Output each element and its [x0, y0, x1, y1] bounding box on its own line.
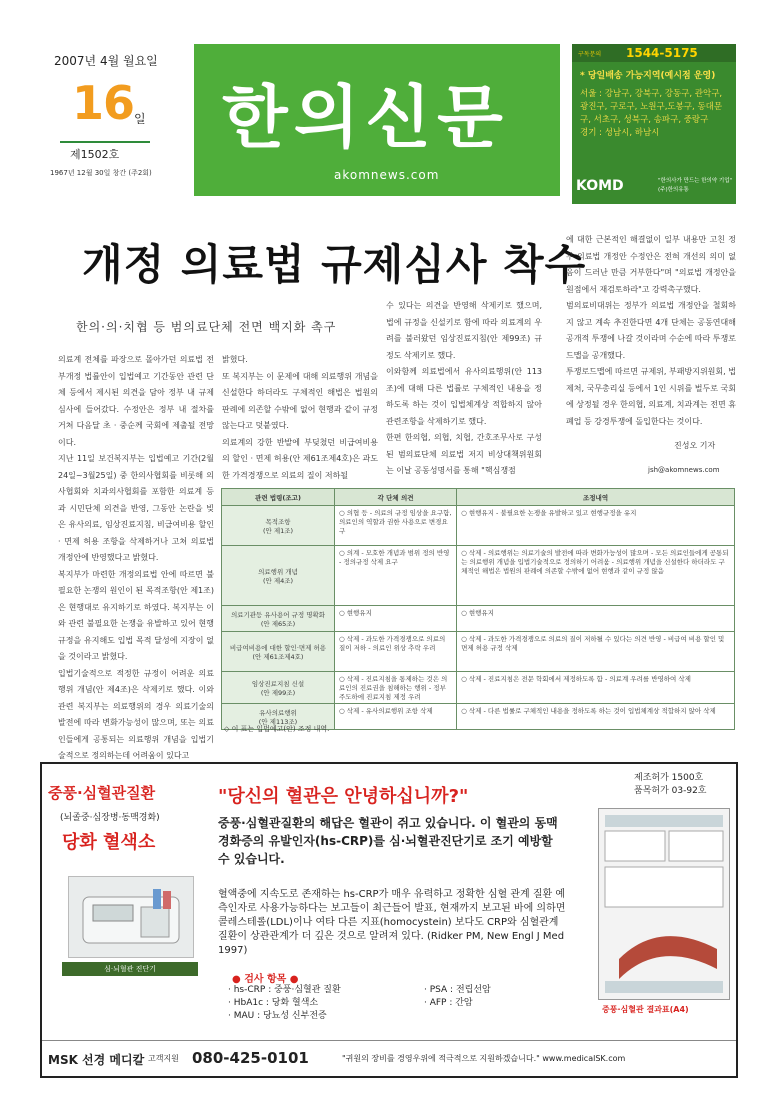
table-cell: ○ 삭제 - 유사의료행위 조항 삭제	[335, 704, 457, 730]
ad-left-subtitle: (뇌졸중·심장병·동맥경화)	[60, 813, 160, 823]
table-row	[222, 546, 735, 606]
ad-items-right	[424, 984, 574, 1010]
delivery-heading: * 당일배송 가능지역(예시점 운영)	[580, 71, 716, 81]
reporter-email[interactable]: jsh@akomnews.com	[648, 466, 720, 474]
table-cell: ○ 삭제 - 과도한 가격경쟁으로 의료의 질이 저하될 수 있다는 의견 반영 - 비급여 비용 할인 및 면제 허용 규정 삭제	[457, 632, 735, 672]
table-cell: ○ 현행유지	[457, 606, 735, 632]
device-caption: 심·뇌혈관 진단기	[62, 962, 198, 976]
table-row	[222, 606, 735, 632]
amendment-table	[221, 488, 735, 730]
article-subhead: 한의·의·치협 등 범의료단체 전면 백지화 촉구	[76, 320, 337, 334]
table-cell: ○ 삭제 - 다른 법률로 구체적인 내용을 정하도록 하는 것이 입법체계상 적합하지 않아 삭제	[457, 704, 735, 730]
list-item: · hs-CRP : 중풍·심혈관 질환	[228, 985, 341, 995]
paper-url[interactable]: akomnews.com	[334, 168, 440, 182]
article-headline: 개정 의료법 규제심사 착수	[82, 240, 587, 289]
ad-intro: 중풍·심혈관질환의 해답은 혈관이 쥐고 있습니다. 이 혈관의 동맥경화증의 유발인자(hs-CRP)를 심·뇌혈관진단기로 조기 예방할 수 있습니다.	[218, 816, 558, 866]
analyzer-icon	[69, 877, 193, 957]
company-tagline[interactable]: "귀원의 장비를 경영우위에 적극적으로 지원하겠습니다." www.medicalSK.com	[342, 1054, 626, 1063]
table-cell: 비급여비용에 대한 할인·면제 허용 (안 제61조제4호)	[222, 632, 335, 672]
device-image	[68, 876, 194, 958]
table-header-row	[222, 489, 735, 506]
paper-title: 한의신문	[222, 78, 509, 158]
list-item: · AFP : 간암	[424, 998, 473, 1008]
article-column-3: 수 있다는 의견을 반영해 삭제키로 했으며, 법에 규정을 신설키로 함에 따라 의료계의 우려를 불러왔던 임상진료지침(안 제99조) 규정도 삭제키로 했다. 이와함께 의료법에서 유사의료행위(안 113조)에 대해 다른 법률로 구체적인 내용을 정하도록 하는 것이 입법체계상 적합하지 않아 관련조항을 삭제하기로 했다. 한편 한의협, 의협, 치협, 간호조무사로 구성된 범의료단체 의료법 저지 비상대책위원회는 이날 공동성명서를 통해 "핵심쟁점	[386, 301, 542, 475]
table-row	[222, 632, 735, 672]
table-row	[222, 506, 735, 546]
table-header: 조정내역	[457, 489, 735, 506]
issue-number: 제1502호	[70, 148, 120, 161]
table-cell: 의료행위 개념 (안 제4조)	[222, 546, 335, 606]
report-sample	[598, 808, 730, 1000]
delivery-gyeonggi: 경기 : 성남시, 하남시	[580, 128, 660, 138]
ad-items-left	[228, 984, 398, 1023]
ad-footer	[42, 1040, 736, 1075]
ad-left-title: 중풍·심혈관질환	[48, 784, 156, 802]
table-cell: ○ 현행유지	[335, 606, 457, 632]
table-cell: 의료기관등 유사용어 규정 명확화 (안 제65조)	[222, 606, 335, 632]
report-sheet-icon	[599, 809, 729, 999]
delivery-areas	[580, 88, 732, 140]
delivery-ad	[572, 44, 736, 204]
masthead	[42, 44, 560, 196]
delivery-ad-topbar	[572, 44, 736, 62]
table-note: ◇ 이 표는 입법예고(안) 조정 내역.	[224, 725, 330, 733]
approval-numbers: 제조허가 1500호 품목허가 03-92호	[634, 773, 707, 796]
ad-slogan: "당신의 혈관은 안녕하십니까?"	[218, 786, 469, 807]
article-column-1: 의료계 전체를 파장으로 몰아가던 의료법 전부개정 법률안이 입법예고 기간동안 관련 단체 등에서 제시된 의견을 담아 정부 내 규제심사에 들어갔다. 수정안은 정부 내 절차를 거쳐 다음달 초 · 중순께 국회에 제출될 전망이다. 지난 11일 보건복지부는 입법예고 기간(2월24일~3월25일) 중 한의사협회를 비롯해 의사협회와 치과의사협회를 포함한 의료계 등과 시민단체 의견을 반영, 그동안 논란을 빚은 유사의료, 임상진료지침, 비급여비용 할인 · 면제 허용 조항을 삭제하거나 고쳐 의료법 개정안에 반영했다고 밝혔다. 복지부가 마련한 개정의료법 안에 따르면 불필요한 논쟁의 원인이 된 목적조항(안 제1조)은 현행대로 유지하기로 하였다. 복지부는 이와 관련 불필요한 논쟁을 유발하고 있어 현행규정을 유지해도 입법 목적 달성에 지장이 없을 것이라고 밝혔다. 입법기술적으로 적정한 규정이 어려운 의료행위 개념(안 제4조)은 삭제키로 했다. 이와관련 복지부는 의료행위의 경우 의료기술의 발전에 따라 변화가능성이 많으며, 또는 의료인들에게 공통되는 의료행위 개념을 입법기술적으로 정의하는데 어려움이 있다고	[58, 355, 214, 760]
article-column-2: 밝혔다. 또 복지부는 이 문제에 대해 의료행위 개념을 신설한다 하더라도 구체적인 해법은 법원의 판례에 의존할 수밖에 없어 현행과 같이 규정않는다고 덧붙였다. 의료계의 강한 반발에 부딪쳤던 비급여비용의 할인 · 면제 허용(안 제61조제4호)은 과도한 가격경쟁으로 의료의 질이 저하될	[222, 355, 378, 480]
support-label: 고객지원	[148, 1054, 179, 1063]
date-divider	[60, 141, 150, 143]
table-cell: 임상진료지침 신설 (안 제99조)	[222, 672, 335, 704]
issue-day: 16	[72, 76, 135, 130]
reporter-name: 진성오 기자	[674, 441, 716, 450]
advertisement[interactable]	[40, 762, 738, 1078]
table-row	[222, 672, 735, 704]
table-cell: ○ 현행유지 - 불필요한 논쟁을 유발하고 있고 현행규정을 유지	[457, 506, 735, 546]
table-cell: ○ 삭제 - 진료지침은 전문 학회에서 제정하도록 함 - 의료계 우려를 반영하여 삭제	[457, 672, 735, 704]
report-caption: 중풍·심혈관 결과표(A4)	[602, 1005, 689, 1014]
company-logo: MSK 선경 메디칼	[48, 1053, 145, 1067]
table-header: 관련 법령(조고)	[222, 489, 335, 506]
table-cell: ○ 의협 등 - 의료의 규정 임상을 요구함, 의료인의 역할과 권한 사용으로 변경요구	[335, 506, 457, 546]
title-block	[194, 44, 560, 196]
table-cell: ○ 삭제 - 의료행위는 의료기술의 발전에 따라 변화가능성이 많으며 - 모든 의료인들에게 공통되는 의료행위 개념을 입법기술적으로 정의하기 어려움 - 의료행위 개념을 신설한다 하더라도 구체적인 해법은 법원의 판례에 의존할 수밖에 없어 현행과 같이 규정 않음	[457, 546, 735, 606]
ad-items-title: ● 검사 항목 ●	[232, 974, 299, 985]
ad-body: 혈액중에 지속도로 존재하는 hs-CRP가 매우 유력하고 정확한 심혈 관계 질환 예측인자로 사용가능하다는 보고들이 최근들어 발표, 현재까지 보고된 바에 의하면 콜레스테롤(LDL)이나 여타 다른 지표(homocystein) 보다도 CRP와 심혈관계 질환이 상관관계가 더 깊은 것으로 알려져 있다. (Ridker PM, New Engl J Med 1997)	[218, 889, 566, 956]
komd-slogan: "한의사가 만드는 한의약 기업" (주)한의유통	[658, 178, 733, 193]
list-item: · PSA : 전립선암	[424, 985, 491, 995]
komd-logo: KOMD	[576, 178, 624, 194]
table-header: 각 단체 의견	[335, 489, 457, 506]
issue-day-unit: 일	[134, 112, 146, 126]
delivery-seoul: 서울 : 강남구, 강북구, 강동구, 관악구, 광진구, 구로구, 노원구,도봉구, 동대문구, 서초구, 성북구, 송파구, 중랑구	[580, 89, 723, 125]
subscription-phone: 1544-5175	[626, 46, 698, 60]
table-cell: ○ 의계 - 모호한 개념과 범위 정의 반영 - 정의규정 삭제 요구	[335, 546, 457, 606]
founded-line: 1967년 12월 30일 창간 (주2회)	[50, 169, 152, 177]
list-item: · MAU : 당뇨성 신부전증	[228, 1011, 327, 1021]
table-cell: 목적조항 (안 제1조)	[222, 506, 335, 546]
date-box	[42, 44, 162, 194]
table-cell: 유사의료행위 (안 제113조)	[222, 704, 335, 730]
issue-date: 2007년 4월 월요일	[54, 54, 158, 68]
table-cell: ○ 삭제 - 진료지침을 통제하는 것은 의료인의 진료권을 침해하는 행위 - 정부 주도하에 진료지침 제정 우려	[335, 672, 457, 704]
subscription-label: 구독문의	[578, 51, 602, 58]
company-phone[interactable]: 080-425-0101	[192, 1049, 309, 1067]
list-item: · HbA1c : 당화 혈색소	[228, 998, 319, 1008]
ad-product-name: 당화 혈색소	[62, 832, 156, 853]
article-column-4: 에 대한 근본적인 해결없이 일부 내용만 고친 정부 의료법 개정안 수정안은 전혀 개선의 의미 없음이 드러난 만큼 거부한다"며 "의료법 개정안을 원점에서 재검토하라"고 강력촉구했다. 범의료비대위는 정부가 의료법 개정안을 철회하지 않고 계속 추진한다면 4개 단체는 공동연대해 공개적 투쟁에 나갈 것이라며 수순에 따라 투쟁로드맵을 공개했다. 투쟁로드맵에 따르면 규제위, 부패방지위원회, 법제처, 국무총리실 등에서 1인 시위를 벌두로 국회에 상정될 경우 한의협, 의료계, 치과계는 전면 휴폐업 등 강경투쟁에 돌입한다는 것이다.	[566, 235, 736, 426]
table-cell: ○ 삭제 - 과도한 가격경쟁으로 의료의 질이 저하 - 의료인 위상 추락 우려	[335, 632, 457, 672]
